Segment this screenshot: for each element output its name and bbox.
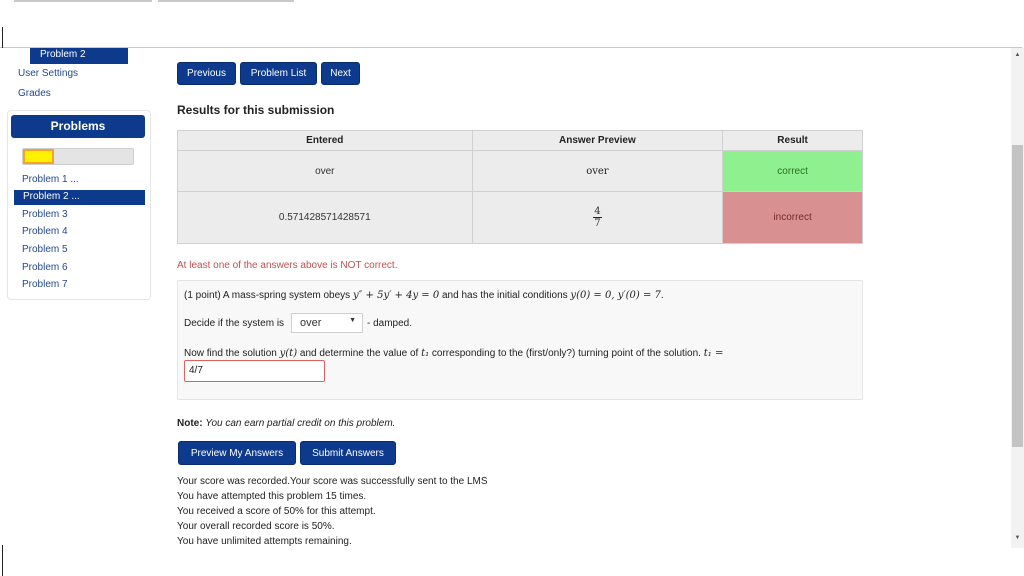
note-text: You can earn partial credit on this problem. <box>205 418 396 429</box>
incorrect-warning: At least one of the answers above is NOT correct. <box>177 260 398 271</box>
left-edge-mark-bottom <box>2 545 3 576</box>
question-line3-mid: and determine the value of <box>299 348 419 359</box>
note-label: Note: <box>177 418 203 429</box>
nav-current-problem[interactable]: Problem 2 <box>30 48 128 64</box>
initial-conditions: y(0) = 0, y′(0) = 7 <box>570 290 661 301</box>
question-line-1: (1 point) A mass-spring system obeys y″ + 5y′ + 4y = 0 and has the initial conditions y(0) = 0, y′(0) = 7. <box>184 290 664 301</box>
preview-cell <box>472 192 723 244</box>
scrollbar-thumb[interactable] <box>1012 145 1023 447</box>
progress-bar <box>22 148 134 165</box>
header-entered: Entered <box>178 131 473 151</box>
problem-link-2-active[interactable]: Problem 2 ... <box>14 190 145 205</box>
progress-bar-fill <box>23 149 54 164</box>
header-answer-preview: Answer Preview <box>472 131 723 151</box>
question-line3-suffix: corresponding to the (first/only?) turning point of the solution. <box>431 348 701 359</box>
question-line-3 <box>184 348 723 359</box>
results-header-row <box>178 131 863 151</box>
table-row <box>178 151 863 192</box>
table-row <box>178 192 863 244</box>
problem-link-3[interactable]: Problem 3 <box>22 209 68 220</box>
next-button[interactable]: Next <box>321 62 360 85</box>
problem-link-1[interactable]: Problem 1 ... <box>22 174 79 185</box>
question-intro: (1 point) A mass-spring system obeys <box>184 290 351 301</box>
question-line3-prefix: Now find the solution <box>184 348 277 359</box>
problem-list-button[interactable]: Problem List <box>240 62 317 85</box>
results-table <box>177 130 863 244</box>
damping-select-value: over <box>300 317 322 329</box>
preview-fraction <box>593 206 601 229</box>
preview-answers-button[interactable]: Preview My Answers <box>178 441 296 465</box>
problem-link-6[interactable]: Problem 6 <box>22 262 68 273</box>
scroll-up-icon[interactable]: ▲ <box>1014 52 1021 58</box>
question-line-2-label: Decide if the system is <box>184 318 285 329</box>
entered-cell: over <box>178 151 473 192</box>
question-line-2-suffix: - damped. <box>367 318 413 329</box>
score-message-1: Your score was recorded.Your score was successfully sent to the LMS <box>177 476 488 487</box>
t1-equals: t₁ = <box>703 348 724 359</box>
question-mid: and has the initial conditions <box>442 290 568 301</box>
header-divider <box>0 47 1022 48</box>
header-result: Result <box>723 131 863 151</box>
ode-equation: y″ + 5y′ + 4y = 0 <box>352 290 440 301</box>
results-heading: Results for this submission <box>177 103 335 117</box>
scroll-down-icon[interactable]: ▼ <box>1014 535 1021 541</box>
preview-text: over <box>586 165 609 177</box>
damping-select[interactable] <box>291 313 363 333</box>
top-fragment-right <box>158 0 294 2</box>
score-message-5: You have unlimited attempts remaining. <box>177 536 352 547</box>
score-message-4: Your overall recorded score is 50%. <box>177 521 335 532</box>
t1-symbol: t₁ <box>421 348 430 359</box>
problem-link-4[interactable]: Problem 4 <box>22 226 68 237</box>
problem-link-5[interactable]: Problem 5 <box>22 244 68 255</box>
fraction-denominator: 7 <box>594 218 601 229</box>
submit-answers-button[interactable]: Submit Answers <box>300 441 396 465</box>
result-correct-cell: correct <box>723 151 863 192</box>
preview-cell <box>472 151 723 192</box>
problem-link-7[interactable]: Problem 7 <box>22 279 68 290</box>
entered-cell: 0.571428571428571 <box>178 192 473 244</box>
solution-symbol: y(t) <box>279 348 298 359</box>
score-message-2: You have attempted this problem 15 times. <box>177 491 367 502</box>
partial-credit-note <box>177 418 395 429</box>
t1-answer-input[interactable]: 4/7 <box>184 360 325 382</box>
nav-user-settings[interactable]: User Settings <box>18 68 79 79</box>
dropdown-arrow-icon: ▼ <box>349 317 356 324</box>
result-incorrect-cell: incorrect <box>723 192 863 244</box>
fraction-numerator: 4 <box>594 206 601 217</box>
score-message-3: You received a score of 50% for this attempt. <box>177 506 376 517</box>
top-fragment-left <box>14 0 152 2</box>
nav-grades[interactable]: Grades <box>18 88 51 99</box>
left-edge-mark <box>2 27 3 48</box>
problems-panel-title: Problems <box>11 115 145 138</box>
previous-button[interactable]: Previous <box>177 62 236 85</box>
